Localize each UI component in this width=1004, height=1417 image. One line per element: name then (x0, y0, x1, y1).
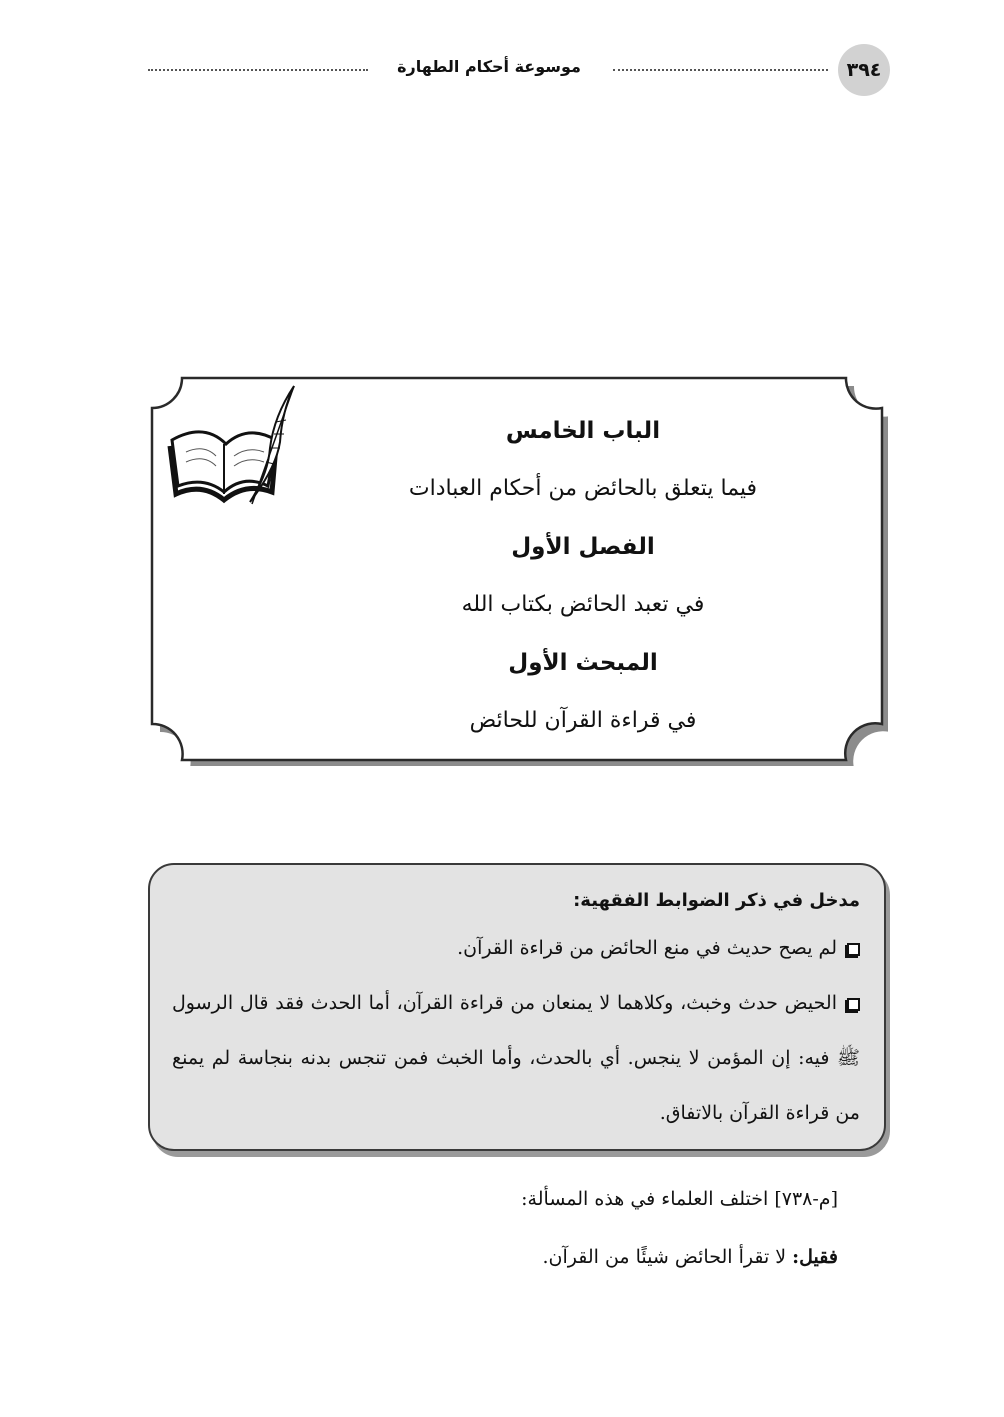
chapter-title: الفصل الأول (511, 534, 655, 560)
section-subtitle: في قراءة القرآن للحائض (469, 708, 697, 733)
section-title: المبحث الأول (508, 650, 658, 676)
opinion-text: لا تقرأ الحائض شيئًا من القرآن. (542, 1246, 787, 1268)
book-and-quill-icon (164, 382, 304, 512)
header-dots-left (148, 69, 368, 71)
rule-text: الحيض حدث وخبث، وكلاهما لا يمنعان من قراءة القرآن، أما الحدث فقد قال الرسول ﷺ فيه: إن المؤمن لا ينجس. أي بالحدث، وأما الخبث فمن تنجس بدنه بنجاسة لم يمنع من قراءة القرآن بالاتفاق. (172, 992, 860, 1124)
checkbox-icon (847, 998, 860, 1011)
rule-item (172, 921, 860, 976)
rule-item (172, 976, 860, 1141)
issue-reference: [م-٧٣٨] (774, 1188, 838, 1210)
checkbox-icon (847, 943, 860, 956)
part-title: الباب الخامس (505, 418, 661, 444)
chapter-title-card (148, 374, 888, 766)
title-lines (298, 402, 868, 750)
opinion-paragraph (148, 1232, 838, 1290)
jurisprudence-rules-box (148, 863, 886, 1151)
rules-heading: مدخل في ذكر الضوابط الفقهية: (573, 890, 860, 911)
rule-text: لم يصح حديث في منع الحائض من قراءة القرآن. (457, 937, 837, 959)
issue-paragraph (148, 1174, 838, 1232)
running-header (148, 44, 890, 96)
rules-list (172, 921, 860, 1141)
header-dots-right (613, 69, 828, 71)
opinion-label: فقيل: (792, 1246, 838, 1268)
issue-text: اختلف العلماء في هذه المسألة: (521, 1188, 769, 1210)
body-text (148, 1174, 838, 1290)
page-number: ٣٩٤ (838, 44, 890, 96)
chapter-subtitle: في تعبد الحائض بكتاب الله (461, 592, 705, 617)
part-subtitle: فيما يتعلق بالحائض من أحكام العبادات (408, 476, 758, 501)
book-title: موسوعة أحكام الطهارة (397, 57, 581, 76)
